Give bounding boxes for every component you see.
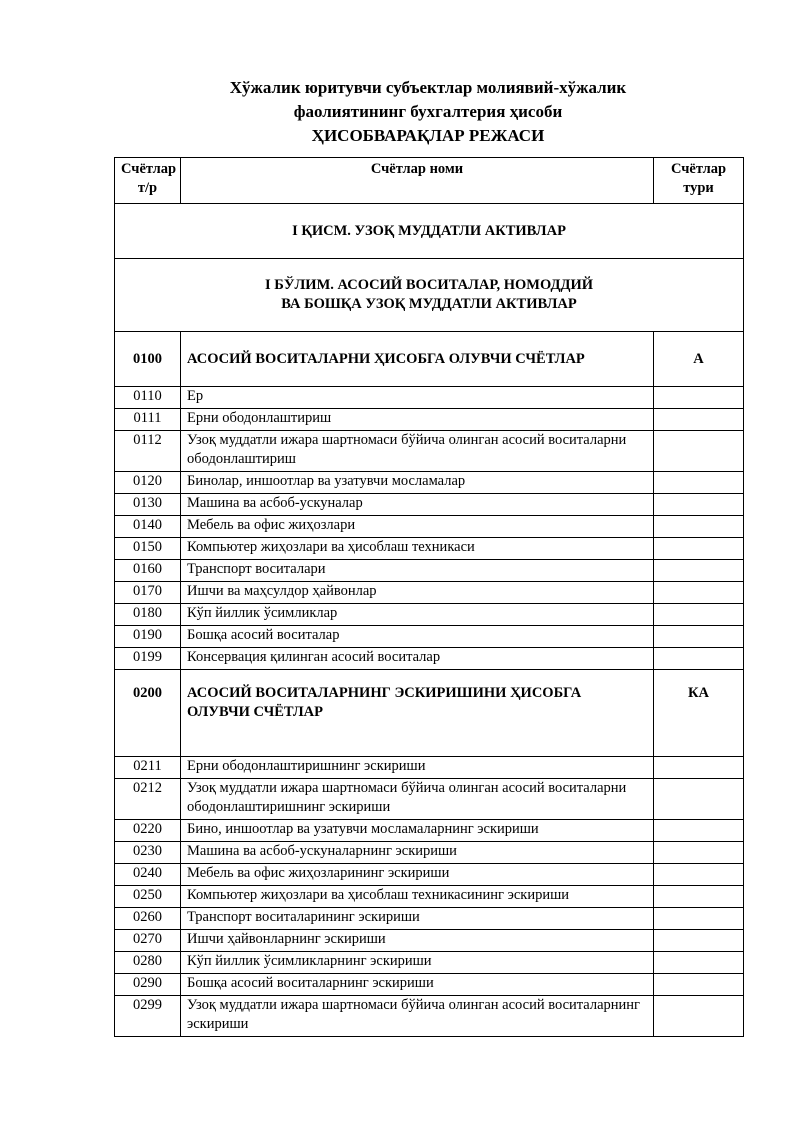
table-row	[115, 582, 744, 604]
table-row	[115, 974, 744, 996]
account-type	[654, 842, 744, 864]
account-type	[654, 757, 744, 779]
account-type	[654, 494, 744, 516]
table-row	[115, 431, 744, 472]
account-type	[654, 560, 744, 582]
account-code: 0199	[115, 648, 181, 670]
group-name: АСОСИЙ ВОСИТАЛАРНИНГ ЭСКИРИШИНИ ҲИСОБГА ОЛУВЧИ СЧЁТЛАР	[181, 670, 654, 757]
group-name: АСОСИЙ ВОСИТАЛАРНИ ҲИСОБГА ОЛУВЧИ СЧЁТЛАР	[181, 332, 654, 387]
account-code: 0190	[115, 626, 181, 648]
chart-of-accounts-table	[114, 157, 744, 1037]
account-type	[654, 538, 744, 560]
account-name: Ишчи ҳайвонларнинг эскириши	[181, 930, 654, 952]
header-account-type: Счётлар тури	[654, 158, 744, 204]
table-row	[115, 409, 744, 431]
account-name: Бошқа асосий воситаларнинг эскириши	[181, 974, 654, 996]
account-code: 0250	[115, 886, 181, 908]
account-code: 0150	[115, 538, 181, 560]
account-type	[654, 626, 744, 648]
account-name: Кўп йиллик ўсимликларнинг эскириши	[181, 952, 654, 974]
header-account-number: Счётлар т/р	[115, 158, 181, 204]
account-name: Ерни ободонлаштириш	[181, 409, 654, 431]
account-type	[654, 409, 744, 431]
account-code: 0260	[115, 908, 181, 930]
table-row	[115, 908, 744, 930]
table-row	[115, 930, 744, 952]
account-name: Мебель ва офис жиҳозлари	[181, 516, 654, 538]
account-name: Узоқ муддатли ижара шартномаси бўйича олинган асосий воситаларни ободонлаштириш	[181, 431, 654, 472]
table-row	[115, 820, 744, 842]
account-code: 0140	[115, 516, 181, 538]
table-header-row	[115, 158, 744, 204]
account-code: 0240	[115, 864, 181, 886]
account-name: Консервация қилинган асосий воситалар	[181, 648, 654, 670]
account-type	[654, 974, 744, 996]
account-code: 0180	[115, 604, 181, 626]
table-row	[115, 472, 744, 494]
table-row	[115, 626, 744, 648]
account-code: 0112	[115, 431, 181, 472]
group-code: 0100	[115, 332, 181, 387]
account-type	[654, 864, 744, 886]
account-code: 0299	[115, 996, 181, 1037]
account-name: Бошқа асосий воситалар	[181, 626, 654, 648]
group-row-0100	[115, 332, 744, 387]
group-row-0200	[115, 670, 744, 757]
account-code: 0211	[115, 757, 181, 779]
group-type: КА	[654, 670, 744, 757]
title-line-1: Хўжалик юритувчи субъектлар молиявий-хўжалик	[229, 78, 627, 97]
table-row	[115, 952, 744, 974]
account-code: 0160	[115, 560, 181, 582]
account-name: Узоқ муддатли ижара шартномаси бўйича олинган асосий воситаларнинг эскириши	[181, 996, 654, 1037]
account-code: 0280	[115, 952, 181, 974]
table-row	[115, 387, 744, 409]
table-row	[115, 560, 744, 582]
table-row	[115, 996, 744, 1037]
part-heading: I ҚИСМ. УЗОҚ МУДДАТЛИ АКТИВЛАР	[115, 204, 744, 259]
account-type	[654, 582, 744, 604]
account-name: Транспорт воситалари	[181, 560, 654, 582]
account-type	[654, 886, 744, 908]
account-code: 0170	[115, 582, 181, 604]
account-code: 0130	[115, 494, 181, 516]
account-name: Бино, иншоотлар ва узатувчи мосламаларнинг эскириши	[181, 820, 654, 842]
account-name: Бинолар, иншоотлар ва узатувчи мосламалар	[181, 472, 654, 494]
account-code: 0120	[115, 472, 181, 494]
table-row	[115, 757, 744, 779]
account-type	[654, 779, 744, 820]
account-type	[654, 431, 744, 472]
table-row	[115, 779, 744, 820]
account-name: Компьютер жиҳозлари ва ҳисоблаш техникасининг эскириши	[181, 886, 654, 908]
account-name: Кўп йиллик ўсимликлар	[181, 604, 654, 626]
account-name: Ишчи ва маҳсулдор ҳайвонлар	[181, 582, 654, 604]
table-row	[115, 516, 744, 538]
group-type: А	[654, 332, 744, 387]
table-row	[115, 494, 744, 516]
account-type	[654, 996, 744, 1037]
group-code: 0200	[115, 670, 181, 757]
table-row	[115, 604, 744, 626]
account-code: 0270	[115, 930, 181, 952]
account-type	[654, 952, 744, 974]
account-type	[654, 930, 744, 952]
table-row	[115, 648, 744, 670]
account-type	[654, 387, 744, 409]
account-name: Узоқ муддатли ижара шартномаси бўйича олинган асосий воситаларни ободонлаштиришнинг эскириши	[181, 779, 654, 820]
account-name: Транспорт воситаларининг эскириши	[181, 908, 654, 930]
header-account-name: Счётлар номи	[181, 158, 654, 204]
account-type	[654, 472, 744, 494]
section-heading-row	[115, 259, 744, 332]
account-code: 0212	[115, 779, 181, 820]
table-row	[115, 842, 744, 864]
account-code: 0220	[115, 820, 181, 842]
document-title	[100, 76, 756, 148]
account-type	[654, 648, 744, 670]
table-row	[115, 538, 744, 560]
section-heading: I БЎЛИМ. АСОСИЙ ВОСИТАЛАР, НОМОДДИЙ ВА БОШҚА УЗОҚ МУДДАТЛИ АКТИВЛАР	[115, 259, 744, 332]
account-name: Ер	[181, 387, 654, 409]
account-code: 0290	[115, 974, 181, 996]
account-code: 0110	[115, 387, 181, 409]
part-heading-row	[115, 204, 744, 259]
account-name: Компьютер жиҳозлари ва ҳисоблаш техникаси	[181, 538, 654, 560]
account-type	[654, 908, 744, 930]
account-name: Ерни ободонлаштиришнинг эскириши	[181, 757, 654, 779]
account-type	[654, 820, 744, 842]
title-line-3: ҲИСОБВАРАҚЛАР РЕЖАСИ	[311, 126, 545, 145]
table-row	[115, 864, 744, 886]
account-name: Машина ва асбоб-ускуналар	[181, 494, 654, 516]
account-name: Машина ва асбоб-ускуналарнинг эскириши	[181, 842, 654, 864]
account-code: 0230	[115, 842, 181, 864]
account-type	[654, 516, 744, 538]
account-code: 0111	[115, 409, 181, 431]
account-name: Мебель ва офис жиҳозларининг эскириши	[181, 864, 654, 886]
title-line-2: фаолиятининг бухгалтерия ҳисоби	[293, 102, 563, 121]
table-row	[115, 886, 744, 908]
account-type	[654, 604, 744, 626]
